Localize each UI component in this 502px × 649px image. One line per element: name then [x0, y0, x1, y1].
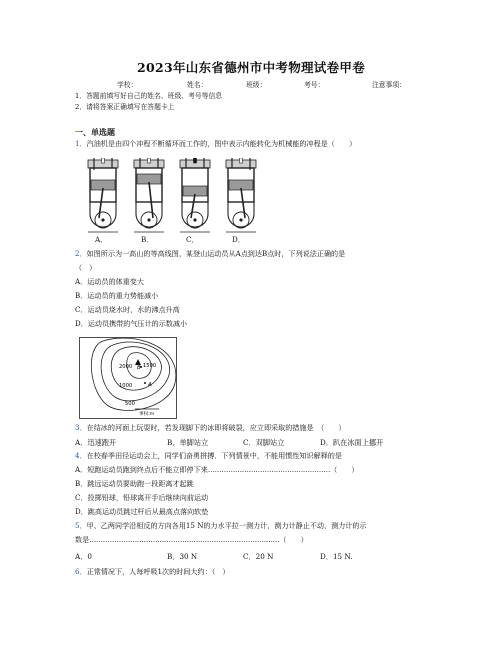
question-number: 6． — [75, 567, 87, 576]
question-text: 如图所示为一高山的等高线图，某登山运动员从A点到达B点时，下列说法正确的是 — [86, 249, 346, 258]
question-4 — [75, 452, 342, 461]
q2-option-c: C．运动员烧水时，水的沸点升高 — [75, 305, 180, 314]
question-6 — [75, 568, 229, 577]
contour-map-figure — [79, 337, 177, 419]
info-exam-number: 考号： — [304, 81, 325, 89]
answer-paren: （ ） — [330, 465, 359, 474]
question-2 — [75, 250, 345, 259]
q4-option-c: C．投掷铅球，铅球离开手后继续向前运动 — [75, 493, 209, 502]
contour-label-2000: 2000 — [119, 364, 133, 370]
question-2-paren: （ ） — [75, 263, 97, 272]
q4-option-a — [75, 466, 358, 475]
question-text: 甲、乙两同学沿相反的方向各用15 N的力水平拉一测力计，测力计静止不动，测力计的示 — [86, 521, 367, 530]
q5-option-c: C．20 N — [243, 552, 274, 561]
engine-diagram-b — [134, 158, 164, 232]
map-label-a: A — [148, 382, 152, 388]
contour-label-1500: 1500 — [143, 363, 157, 369]
question-number: 5． — [75, 521, 87, 530]
q3-option-b: B．单脚站立 — [167, 438, 209, 447]
question-text: 在校春季田径运动会上，同学们奋勇拼搏．下列情景中，不能用惯性知识解释的是 — [86, 451, 342, 460]
note-1: 1．答题前填写好自己的姓名、班级、考号等信息 — [75, 92, 223, 100]
engine-diagram-d — [226, 158, 256, 232]
engine-label-b: B． — [141, 235, 154, 244]
question-number: 2． — [75, 249, 87, 258]
info-name: 姓名： — [187, 81, 208, 89]
map-unit-label: 事权:m — [139, 412, 155, 417]
section-heading: 一、单选题 — [75, 127, 115, 137]
q5-options — [0, 552, 502, 562]
page-title: 2023年山东省德州市中考物理试卷甲卷 — [137, 60, 365, 75]
question-text: 在结冰的河面上玩耍时，若发现脚下的冰即将破裂，应立即采取的措施是 （ ） — [86, 423, 346, 432]
engine-diagram-a — [88, 158, 118, 232]
question-number: 4． — [75, 451, 87, 460]
map-label-b: B — [137, 365, 141, 371]
question-1 — [75, 140, 356, 149]
q3-option-d: D．趴在冰面上挪开 — [320, 438, 384, 447]
q5-option-d: D．15 N. — [320, 552, 353, 561]
question-text: 汽油机是由四个冲程不断循环而工作的，图中表示内能转化为机械能的冲程是（ ） — [86, 139, 357, 148]
question-number: 1． — [75, 139, 87, 148]
engine-diagram-c — [180, 158, 210, 232]
q5-option-b: B．30 N — [167, 552, 198, 561]
engine-strokes-figure — [82, 158, 272, 244]
info-school: 学校： — [117, 81, 138, 89]
question-5 — [75, 522, 367, 531]
q4-option-d: D．跳高运动员跳过杆后从最高点落向软垫 — [75, 507, 209, 516]
fill-line: ………………………………………………………………………… — [89, 535, 280, 544]
engine-label-a: A． — [95, 235, 108, 244]
engine-label-c: C． — [186, 235, 199, 244]
contour-label-500: 500 — [125, 401, 135, 407]
info-notes: 注意事项： — [372, 81, 406, 89]
q4-option-a-text: A．短跑运动员跑到终点后不能立即停下来 — [75, 465, 208, 474]
q3-options — [0, 438, 502, 448]
student-info-row — [0, 81, 502, 91]
question-text: 正常情况下，人每呼吸1次的时间大约：（ ） — [86, 567, 230, 576]
q2-option-b: B．运动员的重力势能减小 — [75, 291, 159, 300]
question-number: 3． — [75, 423, 87, 432]
note-2: 2．请将答案正确填写在答题卡上 — [75, 103, 175, 111]
question-text-cont: 数是 — [75, 535, 90, 544]
info-class: 班级： — [246, 81, 267, 89]
question-5-line-2 — [75, 536, 308, 545]
engine-label-d: D． — [232, 235, 245, 244]
q2-option-d: D．运动员携带的气压计的示数减小 — [75, 319, 188, 328]
fill-line: ……………………………………………… — [207, 465, 331, 474]
q5-option-a: A．0 — [75, 552, 92, 561]
contour-label-1000: 1000 — [119, 383, 133, 389]
q4-option-b: B．跳远运动员要助跑一段距离才起跳 — [75, 479, 194, 488]
q3-option-c: C．双脚站立 — [243, 438, 285, 447]
q3-option-a: A．迅速跑开 — [75, 438, 117, 447]
answer-paren: （ ） — [279, 535, 308, 544]
q2-option-a: A．运动员的体重变大 — [75, 277, 144, 286]
question-3 — [75, 424, 346, 433]
